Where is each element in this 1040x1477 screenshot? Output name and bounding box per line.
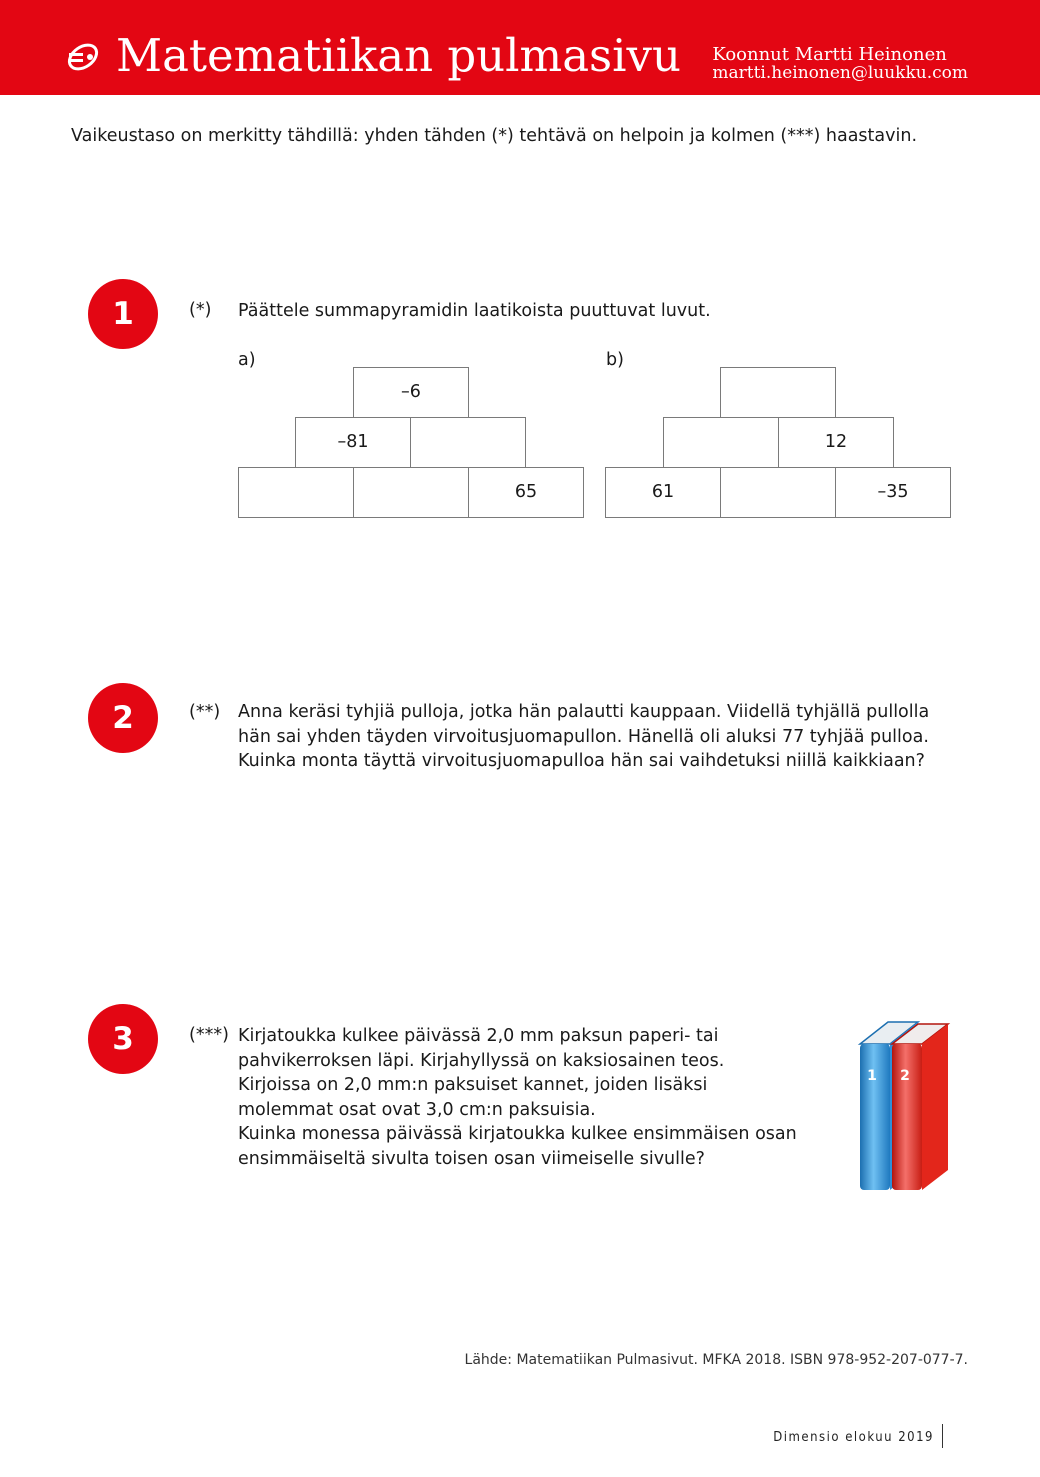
pyramid-a-bottom-left xyxy=(238,467,354,518)
footer-text: Dimensio elokuu 2019 xyxy=(773,1430,934,1445)
pyramid-a-label: a) xyxy=(238,350,256,370)
pyramid-a-top: –6 xyxy=(353,367,469,418)
author-block xyxy=(712,45,968,83)
pyramid-b-bottom-mid xyxy=(720,467,836,518)
problem-3-line: Kirjoissa on 2,0 mm:n paksuiset kannet, joiden lisäksi xyxy=(238,1075,708,1095)
problem-2-line: Anna keräsi tyhjiä pulloja, jotka hän palautti kauppaan. Viidellä tyhjällä pullolla xyxy=(238,702,930,722)
pyramid-a-bottom-right: 65 xyxy=(468,467,584,518)
pyramid-b-bottom-right: –35 xyxy=(835,467,951,518)
difficulty-stars-1: (*) xyxy=(189,300,212,320)
problem-1-text: Päättele summapyramidin laatikoista puuttuvat luvut. xyxy=(238,301,711,321)
problem-2-text xyxy=(238,700,929,774)
pyramid-a-bottom-mid xyxy=(353,467,469,518)
problem-3-line: molemmat osat ovat 3,0 cm:n paksuisia. xyxy=(238,1099,596,1120)
pyramid-b-mid-right: 12 xyxy=(778,417,894,468)
book-2-label: 2 xyxy=(900,1068,910,1084)
pyramid-a-mid-left: –81 xyxy=(295,417,411,468)
problem-number-3: 3 xyxy=(88,1004,158,1074)
header-banner xyxy=(0,0,1040,95)
author-email: martti.heinonen@luukku.com xyxy=(712,63,968,83)
pyramid-b-top xyxy=(720,367,836,418)
problem-2-line: Kuinka monta täyttä virvoitusjuomapulloa hän sai vaihdetuksi niillä kaikkiaan? xyxy=(238,751,925,771)
problem-number-2: 2 xyxy=(88,683,158,753)
problem-number-1: 1 xyxy=(88,279,158,349)
pyramid-b-label: b) xyxy=(606,350,624,370)
problem-3-line: Kuinka monessa päivässä kirjatoukka kulkee ensimmäisen osan xyxy=(238,1124,797,1144)
difficulty-stars-3: (***) xyxy=(189,1025,229,1045)
page-title: Matematiikan pulmasivu xyxy=(116,29,681,82)
problem-3-line: Kirjatoukka kulkee päivässä 2,0 mm paksun paperi- tai xyxy=(238,1026,719,1046)
books-illustration xyxy=(852,1018,952,1194)
logo-icon xyxy=(66,40,100,74)
intro-text: Vaikeustaso on merkitty tähdillä: yhden tähden (*) tehtävä on helpoin ja kolmen (***) haastavin. xyxy=(71,126,918,146)
book-2 xyxy=(892,1024,948,1190)
problem-3-text xyxy=(238,1024,797,1171)
pyramid-b-bottom-left: 61 xyxy=(605,467,721,518)
footer-divider xyxy=(942,1424,943,1448)
pyramid-b-mid-left xyxy=(663,417,779,468)
problem-3-line: pahvikerroksen läpi. Kirjahyllyssä on kaksiosainen teos. xyxy=(238,1050,725,1071)
problem-2-line: hän sai yhden täyden virvoitusjuomapullon. Hänellä oli aluksi 77 tyhjää pulloa. xyxy=(238,726,929,747)
source-citation: Lähde: Matematiikan Pulmasivut. MFKA 2018. ISBN 978-952-207-077-7. xyxy=(464,1352,968,1368)
book-1-label: 1 xyxy=(867,1068,877,1084)
pyramid-a-mid-right xyxy=(410,417,526,468)
difficulty-stars-2: (**) xyxy=(189,702,221,722)
author-name: Koonnut Martti Heinonen xyxy=(712,44,947,65)
problem-3-line: ensimmäiseltä sivulta toisen osan viimeiselle sivulle? xyxy=(238,1148,705,1169)
